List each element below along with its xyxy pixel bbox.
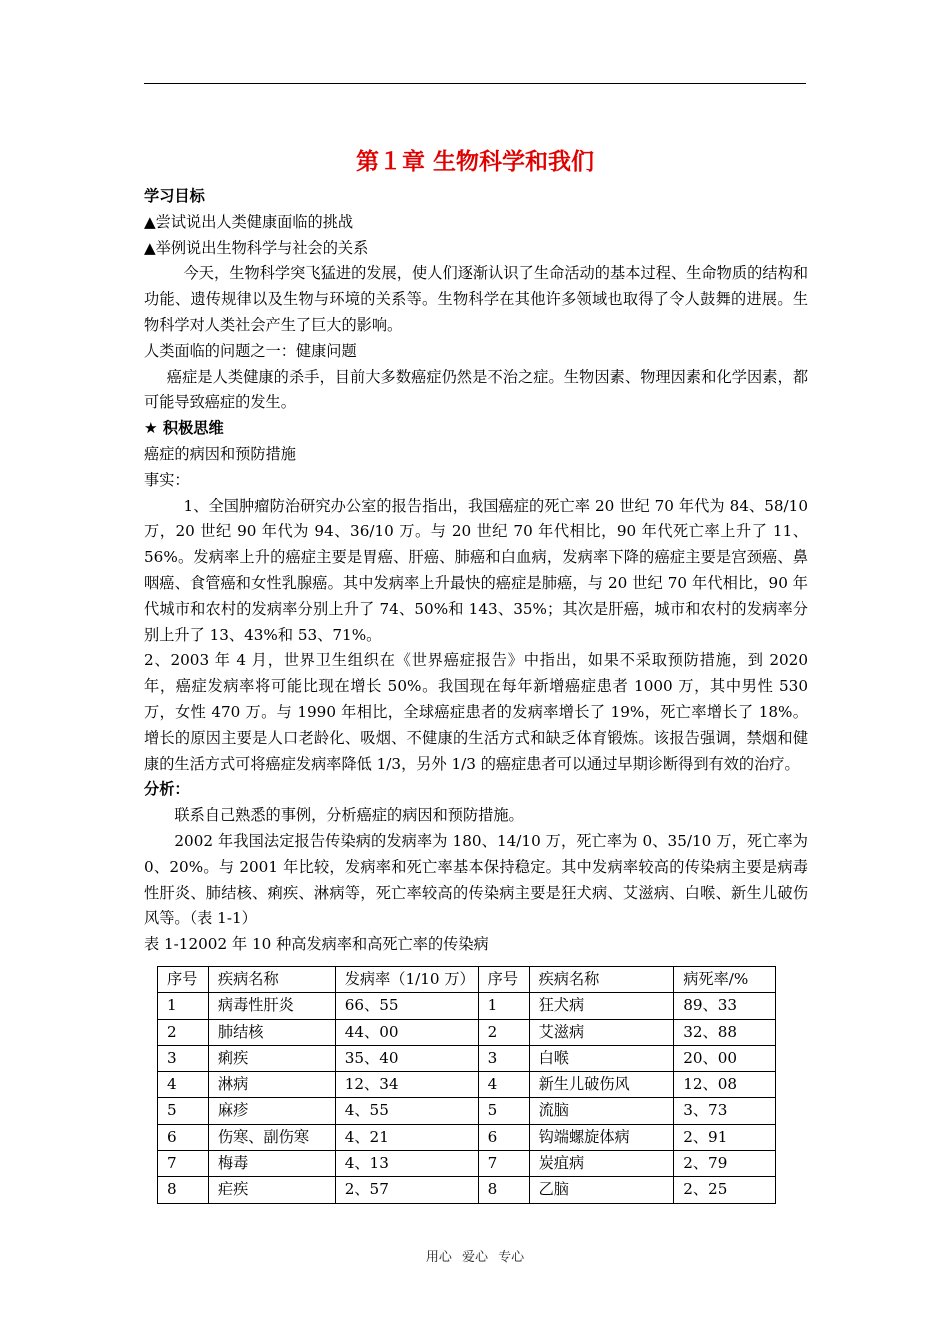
table-cell: 6 [158, 1124, 209, 1150]
table-cell: 4、21 [335, 1124, 478, 1150]
table-row [158, 1151, 776, 1177]
table-cell: 2、79 [674, 1151, 776, 1177]
table-cell: 6 [478, 1124, 529, 1150]
table-cell: 3 [478, 1045, 529, 1071]
table-cell: 伤寒、副伤寒 [208, 1124, 335, 1150]
objectives-heading: 学习目标 [144, 187, 205, 205]
table-cell: 3 [158, 1045, 209, 1071]
table-cell: 1 [158, 993, 209, 1019]
table-cell: 89、33 [674, 993, 776, 1019]
objective-item: ▲尝试说出人类健康面临的挑战 [144, 212, 354, 231]
table-cell: 艾滋病 [529, 1019, 674, 1045]
table-row [158, 1045, 776, 1071]
table-row [158, 1072, 776, 1098]
analysis-label: 分析： [144, 780, 190, 799]
table-cell: 钩端螺旋体病 [529, 1124, 674, 1150]
table-cell: 4、13 [335, 1151, 478, 1177]
table-cell: 3、73 [674, 1098, 776, 1124]
table-cell: 狂犬病 [529, 993, 674, 1019]
table-row [158, 993, 776, 1019]
table-header-cell: 发病率（1/10 万） [335, 967, 478, 993]
table-header-cell: 疾病名称 [208, 967, 335, 993]
analysis-paragraph: 联系自己熟悉的事例，分析癌症的病因和预防措施。 [174, 806, 524, 825]
table-cell: 疟疾 [208, 1177, 335, 1203]
table-header-cell: 疾病名称 [529, 967, 674, 993]
table-cell: 44、00 [335, 1019, 478, 1045]
table-cell: 白喉 [529, 1045, 674, 1071]
fact-paragraph-1: 1、全国肿瘤防治研究办公室的报告指出，我国癌症的死亡率 20 世纪 70 年代为 84、58/10 万，20 世纪 90 年代为 94、36/10 万。与 20 世纪 70 年代相比，90 年代死亡率上升了 11、56%。发病率上升的癌症主要是胃癌、肝癌、肺癌和白血病，发病率下降的癌症主要是宫颈癌、鼻咽癌、食管癌和女性乳腺癌。其中发病率上升最快的癌症是肺癌，与 20 世纪 70 年代相比，90 年代城市和农村的发病率分别上升了 74、50%和 143、35%；其次是肝癌，城市和农村的发病率分别上升了 13、43%和 53、71%。 [144, 496, 808, 644]
table-cell: 8 [478, 1177, 529, 1203]
table-cell: 12、08 [674, 1072, 776, 1098]
table-header-cell: 序号 [478, 967, 529, 993]
table-cell: 4 [478, 1072, 529, 1098]
intro-paragraph: 今天，生物科学突飞猛进的发展，使人们逐渐认识了生命活动的基本过程、生命物质的结构和功能、遗传规律以及生物与环境的关系等。生物科学在其他许多领域也取得了令人鼓舞的进展。生物科学对人类社会产生了巨大的影响。 [144, 264, 808, 334]
table-header-cell: 病死率/% [674, 967, 776, 993]
table-cell: 7 [478, 1151, 529, 1177]
document-body [144, 184, 808, 958]
table-cell: 2 [158, 1019, 209, 1045]
table-cell: 32、88 [674, 1019, 776, 1045]
table-cell: 5 [478, 1098, 529, 1124]
table-cell: 35、40 [335, 1045, 478, 1071]
table-cell: 4、55 [335, 1098, 478, 1124]
problem-heading: 人类面临的问题之一：健康问题 [144, 341, 357, 360]
think-topic: 癌症的病因和预防措施 [144, 444, 296, 463]
table-row [158, 1098, 776, 1124]
page-title: 第１章 生物科学和我们 [355, 149, 594, 175]
cancer-intro-paragraph: 癌症是人类健康的杀手，目前大多数癌症仍然是不治之症。生物因素、物理因素和化学因素，都可能导致癌症的发生。 [144, 367, 808, 412]
table-cell: 肺结核 [208, 1019, 335, 1045]
table-cell: 5 [158, 1098, 209, 1124]
infectious-paragraph: 2002 年我国法定报告传染病的发病率为 180、14/10 万，死亡率为 0、35/10 万，死亡率为 0、20%。与 2001 年比较，发病率和死亡率基本保持稳定。其中发病率较高的传染病主要是病毒性肝炎、肺结核、痢疾、淋病等，死亡率较高的传染病主要是狂犬病、艾滋病、白喉、新生儿破伤风等。（表 1-1） [144, 831, 808, 928]
table-cell: 2 [478, 1019, 529, 1045]
table-cell: 8 [158, 1177, 209, 1203]
table-cell: 痢疾 [208, 1045, 335, 1071]
header-rule [144, 83, 806, 84]
table-row [158, 1124, 776, 1150]
table-cell: 炭疽病 [529, 1151, 674, 1177]
table-cell: 麻疹 [208, 1098, 335, 1124]
table-cell: 12、34 [335, 1072, 478, 1098]
table-header-cell: 序号 [158, 967, 209, 993]
table-cell: 4 [158, 1072, 209, 1098]
table-row [158, 1177, 776, 1203]
think-heading: ★ 积极思维 [144, 419, 224, 438]
table-cell: 2、25 [674, 1177, 776, 1203]
table-cell: 66、55 [335, 993, 478, 1019]
disease-table [157, 966, 776, 1204]
table-cell: 2、91 [674, 1124, 776, 1150]
table-cell: 淋病 [208, 1072, 335, 1098]
table-cell: 7 [158, 1151, 209, 1177]
table-cell: 梅毒 [208, 1151, 335, 1177]
table-row [158, 1019, 776, 1045]
table-header-row [158, 967, 776, 993]
objective-item: ▲举例说出生物科学与社会的关系 [144, 238, 369, 257]
table-cell: 病毒性肝炎 [208, 993, 335, 1019]
facts-label: 事实： [144, 470, 190, 489]
page-footer: 用心 爱心 专心 [425, 1250, 525, 1265]
table-cell: 新生儿破伤风 [529, 1072, 674, 1098]
table-cell: 1 [478, 993, 529, 1019]
table-cell: 流脑 [529, 1098, 674, 1124]
table-cell: 20、00 [674, 1045, 776, 1071]
table-cell: 2、57 [335, 1177, 478, 1203]
table-cell: 乙脑 [529, 1177, 674, 1203]
table-caption: 表 1-12002 年 10 种高发病率和高死亡率的传染病 [144, 935, 489, 954]
fact-paragraph-2: 2、2003 年 4 月，世界卫生组织在《世界癌症报告》中指出，如果不采取预防措施，到 2020 年，癌症发病率将可能比现在增长 50%。我国现在每年新增癌症患者 1000 万，其中男性 530 万，女性 470 万。与 1990 年相比，全球癌症患者的发病率增长了 19%，死亡率增长了 18%。增长的原因主要是人口老龄化、吸烟、不健康的生活方式和缺乏体育锻炼。该报告强调，禁烟和健康的生活方式可将癌症发病率降低 1/3，另外 1/3 的癌症患者可以通过早期诊断得到有效的治疗。 [144, 651, 808, 773]
